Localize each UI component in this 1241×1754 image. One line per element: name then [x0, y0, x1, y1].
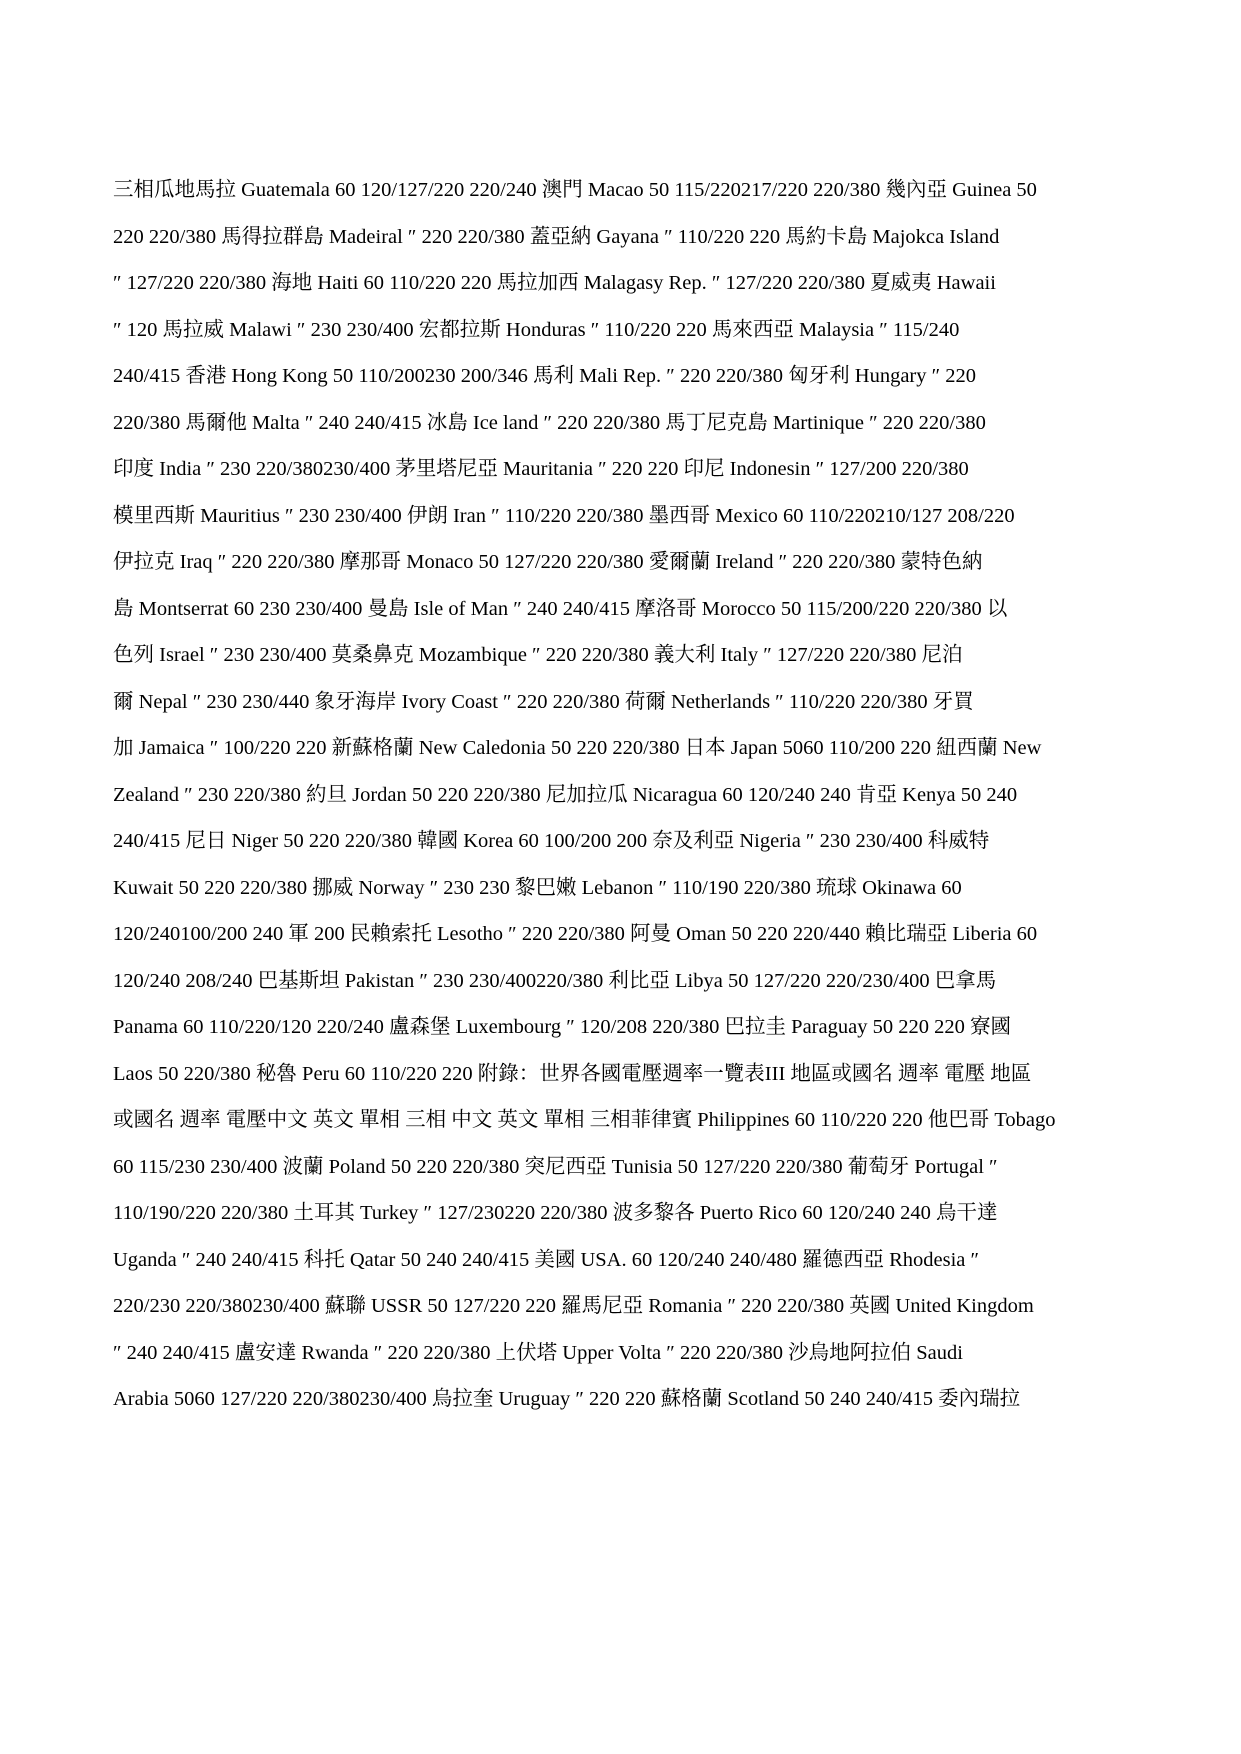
text-line: ″ 240 240/415 盧安達 Rwanda ″ 220 220/380 上伏塔 Upper Volta ″ 220 220/380 沙烏地阿拉伯 Saudi — [113, 1341, 963, 1364]
text-line: 240/415 尼日 Niger 50 220 220/380 韓國 Korea 60 100/200 200 奈及利亞 Nigeria ″ 230 230/400 科威特 — [113, 830, 990, 852]
text-line: 220/230 220/380230/400 蘇聯 USSR 50 127/220 220 羅馬尼亞 Romania ″ 220 220/380 英國 United Kingdom — [113, 1295, 1034, 1317]
text-line: 色列 Israel ″ 230 230/400 莫桑鼻克 Mozambique ″ 220 220/380 義大利 Italy ″ 127/220 220/380 尼泊 — [113, 644, 963, 666]
text-line: 爾 Nepal ″ 230 230/440 象牙海岸 Ivory Coast ″ 220 220/380 荷爾 Netherlands ″ 110/220 220/380 牙買 — [113, 690, 974, 713]
text-line: 240/415 香港 Hong Kong 50 110/200230 200/346 馬利 Mali Rep. ″ 220 220/380 匈牙利 Hungary ″ 220 — [113, 365, 977, 387]
text-line: Laos 50 220/380 秘魯 Peru 60 110/220 220 附錄：世界各國電壓週率一覽表III 地區或國名 週率 電壓 地區 — [113, 1062, 1032, 1085]
text-line: 120/240100/200 240 軍 200 民賴索托 Lesotho ″ 220 220/380 阿曼 Oman 50 220 220/440 賴比瑞亞 Liberia 60 — [113, 923, 1038, 945]
text-line: 220/380 馬爾他 Malta ″ 240 240/415 冰島 Ice land ″ 220 220/380 馬丁尼克島 Martinique ″ 220 220/380 — [113, 411, 986, 434]
text-line: 120/240 208/240 巴基斯坦 Pakistan ″ 230 230/400220/380 利比亞 Libya 50 127/220 220/230/400 巴拿馬 — [113, 969, 997, 992]
text-line: Zealand ″ 230 220/380 約旦 Jordan 50 220 220/380 尼加拉瓜 Nicaragua 60 120/240 240 肯亞 Kenya 50 240 — [113, 783, 1018, 806]
text-line: 110/190/220 220/380 土耳其 Turkey ″ 127/230220 220/380 波多黎各 Puerto Rico 60 120/240 240 烏干達 — [113, 1202, 998, 1224]
text-line: 220 220/380 馬得拉群島 Madeiral ″ 220 220/380 蓋亞納 Gayana ″ 110/220 220 馬約卡島 Majokca Island — [113, 225, 1000, 248]
text-line: 模里西斯 Mauritius ″ 230 230/400 伊朗 Iran ″ 110/220 220/380 墨西哥 Mexico 60 110/220210/127 208/220 — [113, 504, 1015, 527]
text-line: 島 Montserrat 60 230 230/400 曼島 Isle of Man ″ 240 240/415 摩洛哥 Morocco 50 115/200/220 220/380 以 — [113, 597, 1008, 620]
text-line: 加 Jamaica ″ 100/220 220 新蘇格蘭 New Caledonia 50 220 220/380 日本 Japan 5060 110/200 220 紐西蘭 New — [113, 737, 1042, 759]
text-line: 三相瓜地馬拉 Guatemala 60 120/127/220 220/240 澳門 Macao 50 115/220217/220 220/380 幾內亞 Guinea 50 — [113, 179, 1037, 201]
text-line: 60 115/230 230/400 波蘭 Poland 50 220 220/380 突尼西亞 Tunisia 50 127/220 220/380 葡萄牙 Portugal ″ — [113, 1155, 998, 1178]
text-line: 伊拉克 Iraq ″ 220 220/380 摩那哥 Monaco 50 127/220 220/380 愛爾蘭 Ireland ″ 220 220/380 蒙特色納 — [113, 551, 983, 573]
text-line: Uganda ″ 240 240/415 科托 Qatar 50 240 240/415 美國 USA. 60 120/240 240/480 羅德西亞 Rhodesia ″ — [113, 1248, 980, 1271]
text-line: 印度 India ″ 230 220/380230/400 茅里塔尼亞 Mauritania ″ 220 220 印尼 Indonesin ″ 127/200 220/380 — [113, 458, 969, 480]
text-line: ″ 120 馬拉威 Malawi ″ 230 230/400 宏都拉斯 Honduras ″ 110/220 220 馬來西亞 Malaysia ″ 115/240 — [113, 318, 960, 341]
text-line: ″ 127/220 220/380 海地 Haiti 60 110/220 220 馬拉加西 Malagasy Rep. ″ 127/220 220/380 夏威夷 Hawaii — [113, 272, 996, 294]
text-line: Panama 60 110/220/120 220/240 盧森堡 Luxembourg ″ 120/208 220/380 巴拉圭 Paraguay 50 220 220 寮國 — [113, 1016, 1011, 1038]
text-line: 或國名 週率 電壓中文 英文 單相 三相 中文 英文 單相 三相菲律賓 Philippines 60 110/220 220 他巴哥 Tobago — [113, 1109, 1056, 1131]
text-line: Arabia 5060 127/220 220/380230/400 烏拉奎 Uruguay ″ 220 220 蘇格蘭 Scotland 50 240 240/415 委內瑞拉 — [113, 1388, 1021, 1410]
text-line: Kuwait 50 220 220/380 挪威 Norway ″ 230 230 黎巴嫩 Lebanon ″ 110/190 220/380 琉球 Okinawa 60 — [113, 876, 962, 899]
